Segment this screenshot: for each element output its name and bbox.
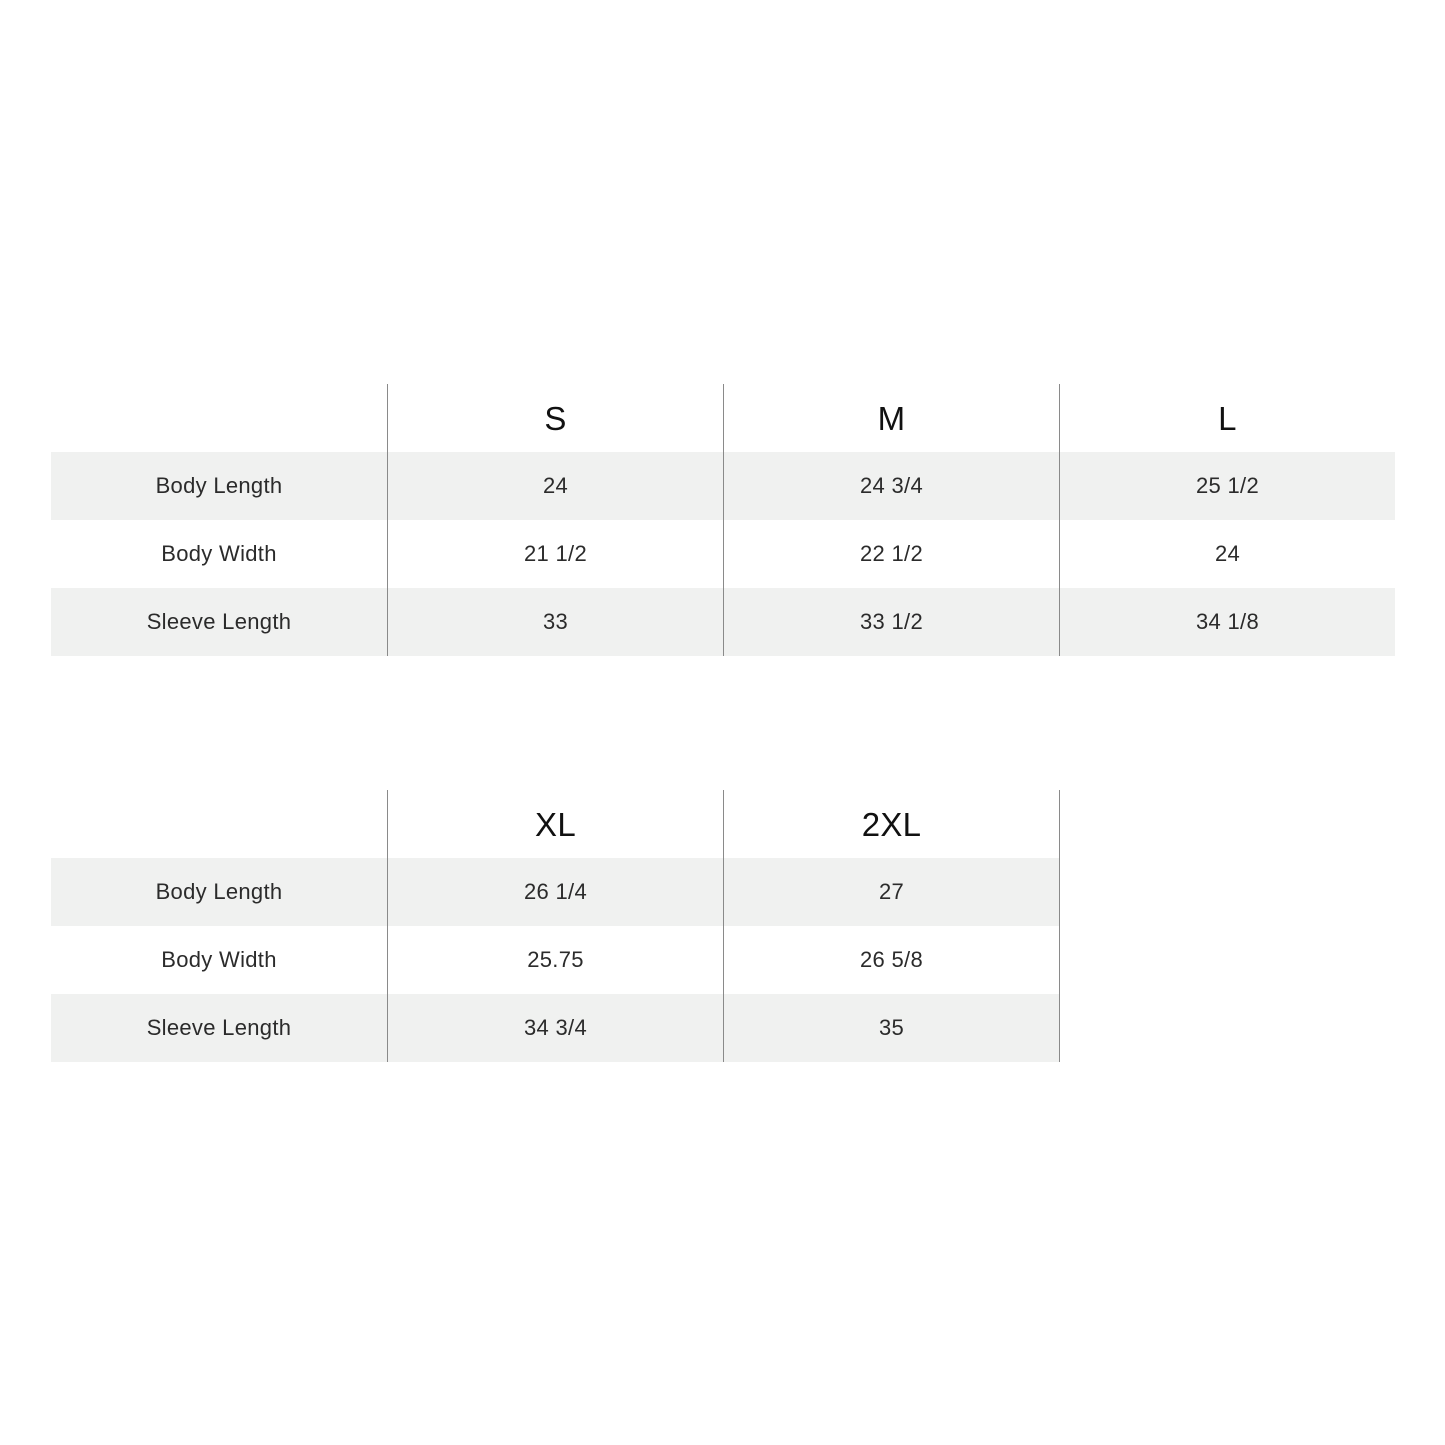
size-header: S	[387, 384, 723, 452]
measurement-cell: 35	[723, 994, 1059, 1062]
size-header: L	[1059, 384, 1395, 452]
empty-cell	[1059, 790, 1395, 858]
corner-cell	[51, 384, 387, 452]
measurement-cell: 27	[723, 858, 1059, 926]
row-label: Body Length	[51, 858, 387, 926]
measurement-cell: 33	[387, 588, 723, 656]
empty-cell	[1059, 926, 1395, 994]
measurement-cell: 33 1/2	[723, 588, 1059, 656]
empty-cell	[1059, 858, 1395, 926]
size-header: XL	[387, 790, 723, 858]
measurement-cell: 21 1/2	[387, 520, 723, 588]
row-label: Body Width	[161, 947, 277, 972]
empty-cell	[1059, 994, 1395, 1062]
row-label: Body Width	[161, 541, 277, 566]
measurement-cell: 26 1/4	[387, 858, 723, 926]
measurement-cell: 34 1/8	[1059, 588, 1395, 656]
measurement-cell: 22 1/2	[723, 520, 1059, 588]
measurement-cell: 25.75	[387, 926, 723, 994]
measurement-cell: 24 3/4	[723, 452, 1059, 520]
row-label: Sleeve Length	[51, 994, 387, 1062]
measurement-cell: 25 1/2	[1059, 452, 1395, 520]
measurement-cell: 34 3/4	[387, 994, 723, 1062]
row-label: Sleeve Length	[51, 588, 387, 656]
measurement-cell: 24	[1059, 520, 1395, 588]
size-chart-table-2	[51, 790, 1395, 1062]
size-chart-table-1	[51, 384, 1395, 656]
measurement-cell: 24	[387, 452, 723, 520]
size-header: M	[723, 384, 1059, 452]
row-label: Body Length	[51, 452, 387, 520]
size-header: 2XL	[723, 790, 1059, 858]
measurement-cell: 26 5/8	[723, 926, 1059, 994]
corner-cell	[51, 790, 387, 858]
